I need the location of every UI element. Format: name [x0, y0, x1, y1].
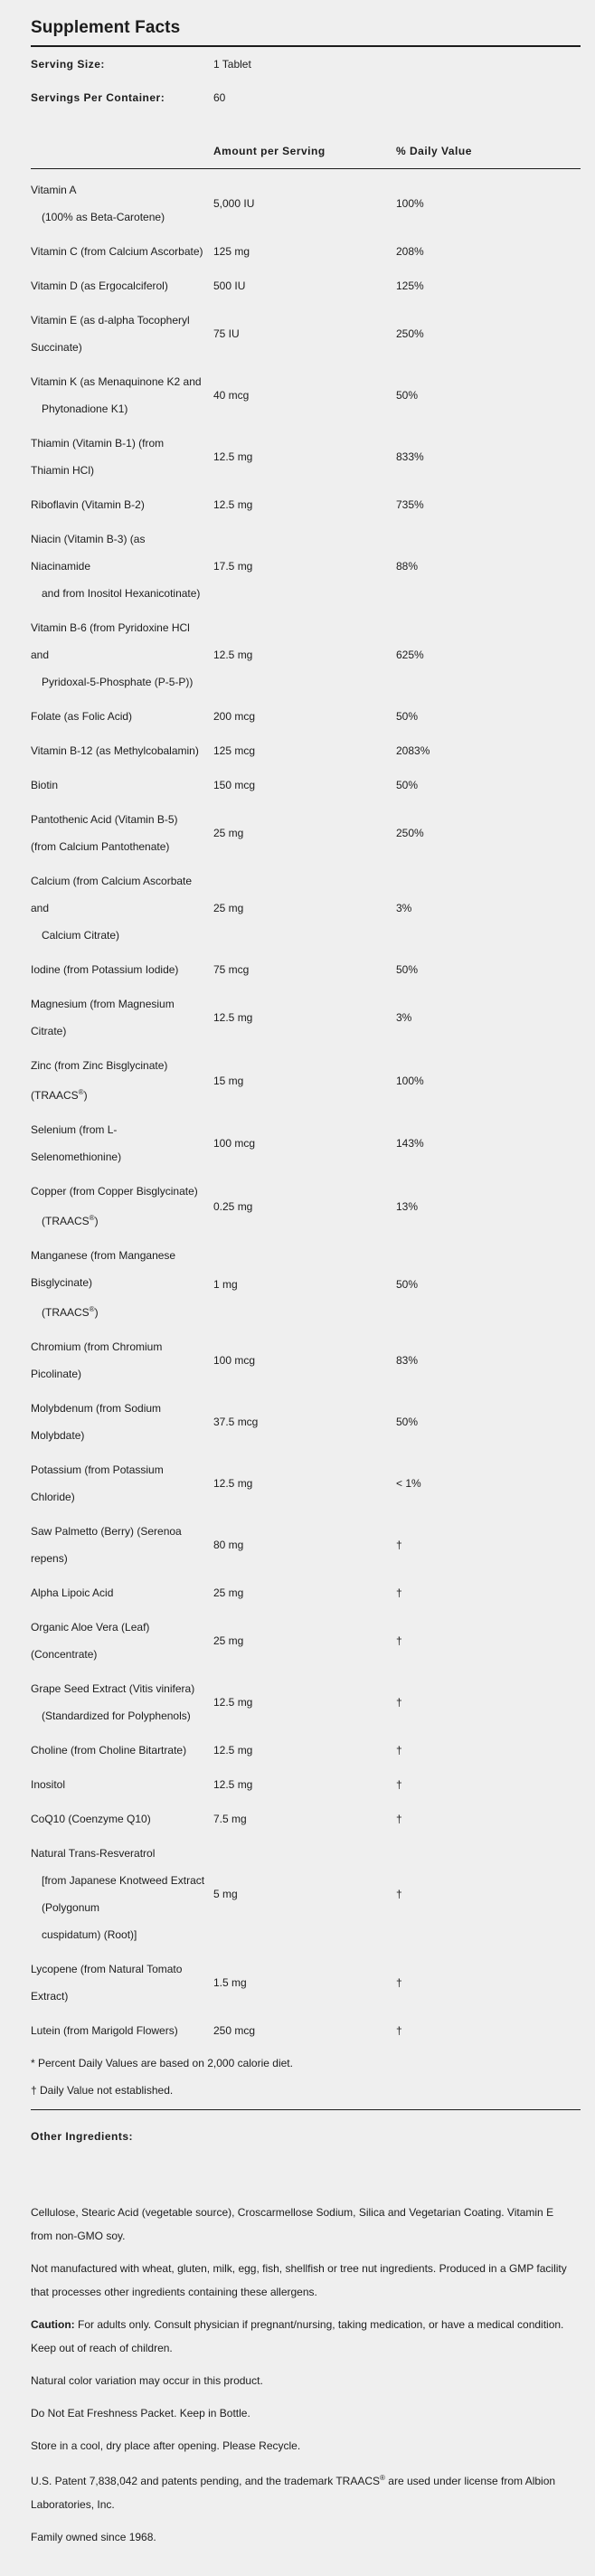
servings-per-container-row — [31, 80, 581, 114]
page-title: Supplement Facts — [31, 18, 181, 37]
amount-per-serving: 100 mcg — [213, 1354, 256, 1367]
daily-value: < 1% — [396, 1477, 421, 1490]
nutrient-name: Inositol — [31, 1778, 66, 1791]
table-row — [31, 952, 581, 987]
serving-size-value: 1 Tablet — [213, 57, 251, 71]
nutrient-name: Copper (from Copper Bisglycinate) (TRAACS®) — [31, 1185, 198, 1227]
table-row — [31, 1238, 581, 1330]
daily-value: † — [396, 1744, 402, 1757]
table-row — [31, 1174, 581, 1238]
amount-per-serving: 100 mcg — [213, 1137, 256, 1150]
nutrient-name: Vitamin B-12 (as Methylcobalamin) — [31, 744, 199, 757]
amount-per-serving: 12.5 mg — [213, 1477, 253, 1490]
nutrient-table — [31, 169, 581, 2048]
nutrient-name: Calcium (from Calcium Ascorbate and Calcium Citrate) — [31, 875, 193, 942]
nutrient-name: Organic Aloe Vera (Leaf) (Concentrate) — [31, 1621, 150, 1661]
table-row — [31, 768, 581, 802]
amount-per-serving: 5 mg — [213, 1888, 238, 1900]
daily-value: † — [396, 1976, 402, 1989]
nutrient-name: Lycopene (from Natural Tomato Extract) — [31, 1963, 183, 2003]
other-ingredients-title: Other Ingredients: — [31, 2130, 134, 2143]
amount-per-serving: 7.5 mg — [213, 1813, 247, 1825]
nutrient-name: Vitamin E (as d-alpha Tocopheryl Succinate) — [31, 314, 190, 354]
table-row — [31, 1391, 581, 1453]
table-row — [31, 365, 581, 426]
daily-value: 100% — [396, 197, 424, 210]
daily-value: 125% — [396, 279, 424, 292]
info-paragraph: Store in a cool, dry place after opening. Please Recycle. — [31, 2439, 301, 2452]
ingredient-paragraph: Cellulose, Stearic Acid (vegetable source), Croscarmellose Sodium, Silica and Vegetarian Coating. Vitamin E from non-GMO soy. — [31, 2206, 554, 2242]
amount-per-serving: 1 mg — [213, 1277, 238, 1291]
nutrient-name: Choline (from Choline Bitartrate) — [31, 1744, 187, 1757]
nutrient-name: Thiamin (Vitamin B-1) (from Thiamin HCl) — [31, 437, 165, 477]
daily-value: 208% — [396, 245, 424, 258]
daily-value: 625% — [396, 649, 424, 661]
footnote: † Daily Value not established. — [31, 2084, 174, 2097]
info-paragraph: Natural color variation may occur in this product. — [31, 2374, 263, 2387]
info-paragraph: Family owned since 1968. — [31, 2531, 156, 2543]
nutrient-name: Magnesium (from Magnesium Citrate) — [31, 998, 175, 1037]
nutrient-name: Vitamin A (100% as Beta-Carotene) — [31, 184, 165, 223]
serving-size-label: Serving Size: — [31, 57, 105, 71]
amount-column-header: Amount per Serving — [213, 145, 326, 157]
nutrient-name: Manganese (from Manganese Bisglycinate) (TRAACS®) — [31, 1249, 176, 1319]
info-paragraph: U.S. Patent 7,838,042 and patents pending, and the trademark TRAACS® are used under license from Albion Laboratories, Inc. — [31, 2474, 556, 2511]
nutrient-name: Vitamin K (as Menaquinone K2 and Phytonadione K1) — [31, 375, 202, 415]
amount-per-serving: 25 mg — [213, 827, 244, 839]
amount-per-serving: 25 mg — [213, 902, 244, 914]
daily-value: 250% — [396, 827, 424, 839]
nutrient-name: Molybdenum (from Sodium Molybdate) — [31, 1402, 162, 1442]
caution-paragraph — [31, 2313, 573, 2360]
table-row — [31, 1453, 581, 1514]
daily-value: 833% — [396, 450, 424, 463]
table-row — [31, 426, 581, 488]
amount-per-serving: 125 mg — [213, 245, 250, 258]
table-row — [31, 699, 581, 734]
caution-label: Caution: — [31, 2318, 75, 2331]
amount-per-serving: 12.5 mg — [213, 1696, 253, 1709]
daily-value: 50% — [396, 710, 419, 723]
daily-value: 50% — [396, 1277, 419, 1291]
table-row — [31, 1767, 581, 1802]
nutrient-name: Alpha Lipoic Acid — [31, 1586, 114, 1599]
daily-value-column-header: % Daily Value — [396, 145, 472, 157]
nutrient-name: Vitamin D (as Ergocalciferol) — [31, 279, 168, 292]
daily-value: † — [396, 1696, 402, 1709]
amount-per-serving: 12.5 mg — [213, 649, 253, 661]
amount-per-serving: 250 mcg — [213, 2024, 256, 2037]
daily-value: 735% — [396, 498, 424, 511]
nutrient-name: Riboflavin (Vitamin B-2) — [31, 498, 145, 511]
table-row — [31, 1672, 581, 1733]
daily-value: 3% — [396, 1011, 412, 1024]
ingredient-paragraph: Not manufactured with wheat, gluten, milk, egg, fish, shellfish or tree nut ingredients. Produced in a GMP facility that processes other ingredients containing these allergens. — [31, 2262, 567, 2298]
table-row — [31, 1610, 581, 1672]
daily-value: † — [396, 1634, 402, 1647]
daily-value: † — [396, 2024, 402, 2037]
nutrient-name: Grape Seed Extract (Vitis vinifera) (Standardized for Polyphenols) — [31, 1682, 195, 1722]
table-row — [31, 488, 581, 522]
amount-per-serving: 80 mg — [213, 1539, 244, 1551]
amount-per-serving: 5,000 IU — [213, 197, 255, 210]
amount-per-serving: 12.5 mg — [213, 1778, 253, 1791]
daily-value: † — [396, 1539, 402, 1551]
table-row — [31, 864, 581, 952]
table-row — [31, 303, 581, 365]
amount-per-serving: 15 mg — [213, 1074, 244, 1087]
daily-value: † — [396, 1813, 402, 1825]
nutrient-name: Vitamin B-6 (from Pyridoxine HCl and Pyridoxal-5-Phosphate (P-5-P)) — [31, 621, 194, 688]
daily-value: 50% — [396, 779, 419, 791]
nutrient-name: Pantothenic Acid (Vitamin B-5) (from Calcium Pantothenate) — [31, 813, 178, 853]
daily-value: 50% — [396, 1416, 419, 1428]
amount-per-serving: 75 IU — [213, 327, 240, 340]
amount-per-serving: 25 mg — [213, 1586, 244, 1599]
daily-value: 250% — [396, 327, 424, 340]
nutrient-name: Niacin (Vitamin B-3) (as Niacinamide and from Inositol Hexanicotinate) — [31, 533, 201, 600]
amount-per-serving: 75 mcg — [213, 963, 250, 976]
table-row — [31, 1514, 581, 1576]
table-row — [31, 269, 581, 303]
table-row — [31, 734, 581, 768]
amount-per-serving: 125 mcg — [213, 744, 256, 757]
nutrient-name: Biotin — [31, 779, 59, 791]
table-row — [31, 1836, 581, 1952]
amount-per-serving: 1.5 mg — [213, 1976, 247, 1989]
other-ingredients-section — [31, 2201, 581, 2549]
amount-per-serving: 40 mcg — [213, 389, 250, 402]
table-row — [31, 1733, 581, 1767]
serving-size-row — [31, 47, 581, 80]
table-row — [31, 1113, 581, 1174]
amount-per-serving: 200 mcg — [213, 710, 256, 723]
divider — [31, 2109, 581, 2110]
daily-value: 50% — [396, 389, 419, 402]
daily-value: † — [396, 1888, 402, 1900]
daily-value: 2083% — [396, 744, 430, 757]
table-row — [31, 611, 581, 699]
amount-per-serving: 500 IU — [213, 279, 246, 292]
caution-text: For adults only. Consult physician if pregnant/nursing, taking medication, or have a medical condition. Keep out of reach of children. — [31, 2318, 564, 2354]
amount-per-serving: 17.5 mg — [213, 560, 253, 573]
table-row — [31, 2013, 581, 2048]
daily-value: 143% — [396, 1137, 424, 1150]
amount-per-serving: 37.5 mcg — [213, 1416, 259, 1428]
servings-per-container-value: 60 — [213, 90, 226, 104]
daily-value: 3% — [396, 902, 412, 914]
table-row — [31, 173, 581, 234]
table-row — [31, 1576, 581, 1610]
nutrient-name: Saw Palmetto (Berry) (Serenoa repens) — [31, 1525, 182, 1565]
nutrient-name: Iodine (from Potassium Iodide) — [31, 963, 179, 976]
daily-value: 50% — [396, 963, 419, 976]
nutrient-name: Zinc (from Zinc Bisglycinate) (TRAACS®) — [31, 1059, 168, 1102]
daily-value: 100% — [396, 1074, 424, 1087]
nutrient-name: Folate (as Folic Acid) — [31, 710, 133, 723]
nutrient-name: Selenium (from L- Selenomethionine) — [31, 1123, 122, 1163]
daily-value: † — [396, 1778, 402, 1791]
amount-per-serving: 25 mg — [213, 1634, 244, 1647]
footnote: * Percent Daily Values are based on 2,000 calorie diet. — [31, 2057, 293, 2069]
amount-per-serving: 0.25 mg — [213, 1199, 253, 1213]
amount-per-serving: 150 mcg — [213, 779, 256, 791]
table-row — [31, 1048, 581, 1113]
nutrient-name: Potassium (from Potassium Chloride) — [31, 1463, 164, 1503]
table-row — [31, 522, 581, 611]
table-row — [31, 1330, 581, 1391]
nutrient-name: Natural Trans-Resveratrol [from Japanese Knotweed Extract (Polygonum cuspidatum) (Root)] — [31, 1847, 205, 1941]
table-header — [31, 114, 581, 168]
footnotes — [31, 2050, 581, 2104]
nutrient-name: CoQ10 (Coenzyme Q10) — [31, 1813, 151, 1825]
table-row — [31, 1952, 581, 2013]
daily-value: 88% — [396, 560, 419, 573]
table-row — [31, 987, 581, 1048]
daily-value: 13% — [396, 1199, 419, 1213]
servings-per-container-label: Servings Per Container: — [31, 90, 165, 104]
table-row — [31, 1802, 581, 1836]
amount-per-serving: 12.5 mg — [213, 450, 253, 463]
table-row — [31, 802, 581, 864]
nutrient-name: Vitamin C (from Calcium Ascorbate) — [31, 245, 203, 258]
info-paragraph: Do Not Eat Freshness Packet. Keep in Bottle. — [31, 2407, 250, 2420]
amount-per-serving: 12.5 mg — [213, 498, 253, 511]
amount-per-serving: 12.5 mg — [213, 1744, 253, 1757]
daily-value: 83% — [396, 1354, 419, 1367]
nutrient-name: Lutein (from Marigold Flowers) — [31, 2024, 178, 2037]
nutrient-name: Chromium (from Chromium Picolinate) — [31, 1340, 163, 1380]
table-row — [31, 234, 581, 269]
amount-per-serving: 12.5 mg — [213, 1011, 253, 1024]
daily-value: † — [396, 1586, 402, 1599]
